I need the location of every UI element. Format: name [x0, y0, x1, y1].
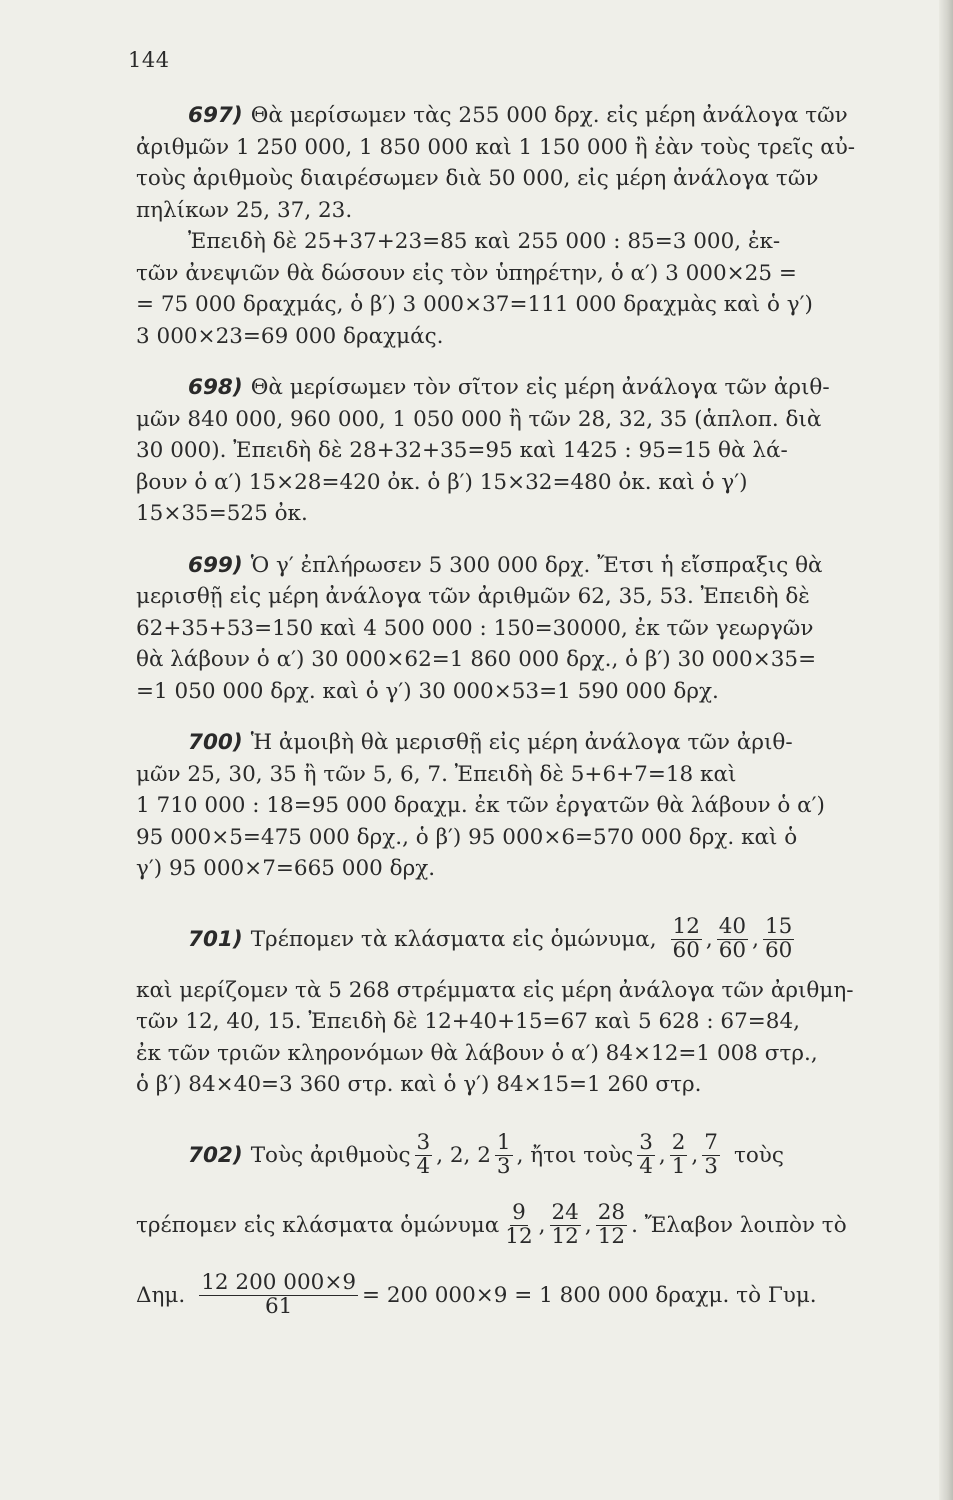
fraction: $\frac{9}{12}$ [505, 1200, 533, 1249]
problem-698: 698) Θὰ μερίσωμεν τὸν σῖτον εἰς μέρη ἀνάλογα τῶν ἀριθ- μῶν 840 000, 960 000, 1 050 000 ἢ τῶν 28, 32, 35 (ἁπλοπ. διὰ 30 000). Ἐπειδὴ δὲ 28+32+35=95 καὶ 1425 : 95=15 θὰ λά- βουν ὁ α′) 15×28=420 ὀκ. ὁ β′) 15×32=480 ὀκ. καὶ ὁ γ′) 15×35=525 ὀκ. [136, 375, 830, 526]
fraction: $\frac{3}{4}$ [639, 1130, 653, 1179]
fraction: $\frac{28}{12}$ [597, 1200, 626, 1249]
problem-700: 700) Ἡ ἀμοιβὴ θὰ μερισθῇ εἰς μέρη ἀνάλογα τῶν ἀριθ- μῶν 25, 30, 35 ἢ τῶν 5, 6, 7. Ἐπειδὴ δὲ 5+6+7=18 καὶ 1 710 000 : 18=95 000 δραχμ. ἐκ τῶν ἐργατῶν θὰ λάβουν ὁ α′) 95 000×5=475 000 δρχ., ὁ β′) 95 000×6=570 000 δρχ. καὶ ὁ γ′) 95 000×7=665 000 δρχ. [136, 730, 825, 881]
fraction: $\frac{15}{60}$ [764, 914, 793, 963]
problem-number: 700) [188, 730, 243, 755]
problem-699: 699) Ὁ γ′ ἐπλήρωσεν 5 300 000 δρχ. Ἔτσι ἡ εἴσπραξις θὰ μερισθῇ εἰς μέρη ἀνάλογα τῶν ἀριθμῶν 62, 35, 53. Ἐπειδὴ δὲ 62+35+53=150 καὶ 4 500 000 : 150=30000, ἐκ τῶν γεωργῶν θὰ λάβουν ὁ α′) 30 000×62=1 860 000 δρχ., ὁ β′) 30 000×35= =1 050 000 δρχ. καὶ ὁ γ′) 30 000×53=1 590 000 δρχ. [136, 552, 823, 704]
problem-number: 698) [188, 375, 243, 400]
fraction: $\frac{1}{3}$ [496, 1130, 511, 1179]
fraction: $\frac{7}{3}$ [704, 1130, 718, 1179]
problem-697: 697) Θὰ μερίσωμεν τὰς 255 000 δρχ. εἰς μέρη ἀνάλογα τῶν ἀριθμῶν 1 250 000, 1 850 000 καὶ 1 150 000 ἢ ἐὰν τοὺς τρεῖς αὐ- τοὺς ἀριθμοὺς διαιρέσωμεν διὰ 50 000, εἰς μέρη ἀνάλογα τῶν πηλίκων 25, 37, 23. Ἐπειδὴ δὲ 25+37+23=85 καὶ 255 000 : 85=3 000, ἐκ- τῶν ἀνεψιῶν θὰ δώσουν εἰς τὸν ὑπηρέτην, ὁ α′) 3 000×25 = = 75 000 δραχμάς, ὁ β′) 3 000×37=111 000 δραχμὰς καὶ ὁ γ′) 3 000×23=69 000 δραχμάς. [136, 103, 856, 349]
problem-number: 702) [188, 1143, 243, 1168]
problem-702: 702) Τοὺς ἀριθμοὺς $\frac{3}{4}$ , 2, 2 $\frac{1}{3}$ , ἤτοι τοὺς $\frac{3}{4}$ , $\frac{2}{1}$ , $\frac{7}{3}$ τοὺς τρέπομεν εἰς κλάσματα ὁμώνυμα $\frac{9}{12}$ , $\frac{24}{12}$ , $\frac{28}{12}$ . Ἔλαβον λοιπὸν τὸ Δημ. $\frac{12 200 000\times 9}{61}$ = 200 000×9 = 1 800 000 δραχμ. τὸ Γυμ. [136, 1130, 847, 1319]
problem-701: 701) Τρέπομεν τὰ κλάσματα εἰς ὁμώνυμα, $\frac{12}{60}$ , $\frac{40}{60}$ , $\frac{15}{60}$ καὶ μερίζομεν τὰ 5 268 στρέμματα εἰς μέρη ἀνάλογα τῶν ἀριθμη- τῶν 12, 40, 15. Ἐπειδὴ δὲ 12+40+15=67 καὶ 5 628 : 67=84, ἐκ τῶν τριῶν κληρονόμων θὰ λάβουν ὁ α′) 84×12=1 008 στρ., ὁ β′) 84×40=3 360 στρ. καὶ ὁ γ′) 84×15=1 260 στρ. [136, 914, 854, 1097]
page-number: 144 [128, 48, 170, 72]
fraction: $\frac{3}{4}$ [416, 1130, 431, 1179]
fraction: $\frac{24}{12}$ [551, 1200, 579, 1249]
problem-number: 697) [188, 103, 243, 128]
fraction: $\frac{12}{60}$ [672, 914, 700, 963]
fraction: $\frac{2}{1}$ [671, 1130, 686, 1179]
problem-number: 701) [188, 927, 243, 952]
problem-number: 699) [188, 552, 243, 578]
page-edge [939, 0, 953, 1500]
fraction: $\frac{12 200 000\times 9}{61}$ [201, 1270, 357, 1319]
text-block [136, 100, 906, 1351]
fraction: $\frac{40}{60}$ [718, 914, 747, 963]
